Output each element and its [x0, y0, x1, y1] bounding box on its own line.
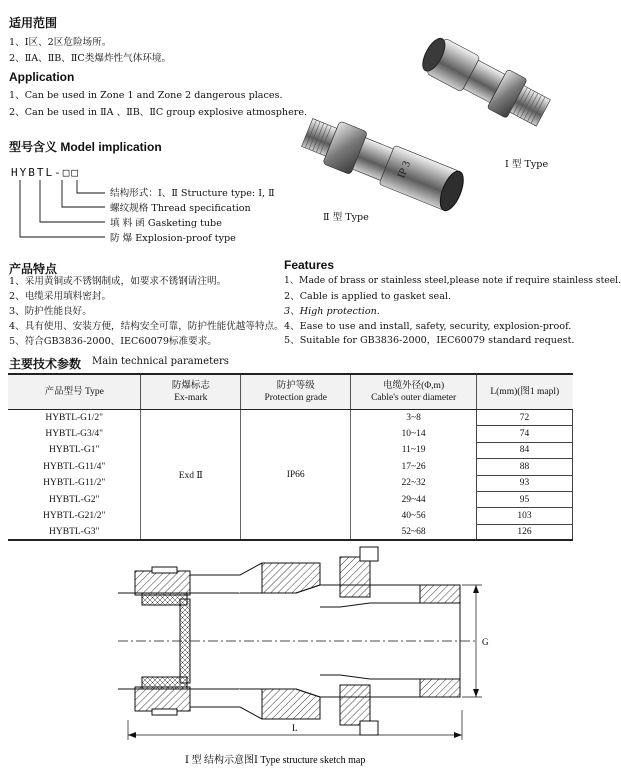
cell-type: HYBTL-G1" — [49, 445, 100, 456]
features-cn-item-3: 3、防护性能良好。 — [9, 306, 92, 317]
cell-diameter: 22~32 — [351, 475, 477, 491]
scope-item-cn-1: 1、Ⅰ区、2区危险场所。 — [9, 37, 112, 48]
scope-item-en-2: 2、Can be used in ⅡA 、ⅡB、ⅡC group explosive atmosphere. — [9, 107, 308, 118]
cell-length: 72 — [477, 410, 573, 426]
features-cn-item-1: 1、采用黄铜或不锈钢制成，如要求不锈钢请注明。 — [9, 276, 227, 287]
model-title: 型号含义 Model implication — [9, 140, 162, 154]
table-header-row — [8, 375, 573, 410]
cell-type: HYBTL-G21/2" — [42, 511, 106, 522]
scope-item-cn-2: 2、ⅡA、ⅡB、ⅡC类爆炸性气体环境。 — [9, 53, 172, 64]
features-en-item-5: 5、Suitable for GB3836-2000，IEC60079 standard request. — [284, 335, 575, 346]
scope-item-en-1: 1、Can be used in Zone 1 and Zone 2 dangerous places. — [9, 90, 283, 101]
cell-protection: IP66 — [241, 410, 351, 541]
cell-type: HYBTL-G11/4" — [43, 461, 106, 472]
model-line-exproof: 防 爆 Explosion-proof type — [110, 233, 236, 244]
cell-diameter: 17~26 — [351, 459, 477, 475]
th-protection: 防护等级 Protection grade — [241, 375, 351, 410]
features-en-item-3: 3、High protection. — [284, 306, 380, 317]
sketch-label-L: L — [292, 723, 298, 733]
cell-length: 103 — [477, 508, 573, 524]
features-cn-item-2: 2、电缆采用填料密封。 — [9, 291, 112, 302]
cell-type: HYBTL-G11/2" — [43, 478, 106, 489]
photo-marking: IP 3 — [395, 159, 414, 181]
th-diameter: 电缆外径(Φ,m) Cable's outer diameter — [351, 375, 477, 410]
params-title-en: Main technical parameters — [92, 356, 229, 367]
params-title-cn: 主要技术参数 — [9, 357, 82, 371]
model-line-gasket: 填 料 函 Gasketing tube — [110, 218, 222, 229]
cell-diameter: 10~14 — [351, 426, 477, 442]
features-cn-item-4: 4、具有使用、安装方便，结构安全可靠，防护性能优越等特点。 — [9, 321, 284, 332]
type2-fitting — [299, 111, 469, 215]
features-cn-title: 产品特点 — [9, 262, 58, 276]
sketch-caption: Ⅰ 型 结构示意图Ⅰ Type structure sketch map — [185, 755, 366, 766]
cell-diameter: 29~44 — [351, 491, 477, 507]
cell-type: HYBTL-G2" — [49, 494, 100, 505]
photo-label-type1: Ⅰ 型 Type — [505, 159, 549, 170]
scope-title-en: Application — [9, 70, 75, 84]
cell-type: HYBTL-G1/2" — [45, 412, 104, 423]
model-line-thread: 螺纹规格 Thread specification — [110, 203, 251, 214]
product-photo — [295, 18, 575, 228]
cell-length: 93 — [477, 475, 573, 491]
features-cn-item-5: 5、符合GB3836-2000、IEC60079标准要求。 — [9, 336, 217, 347]
th-exmark: 防爆标志 Ex-mark — [141, 375, 241, 410]
model-code: HYBTL-□□ — [11, 166, 80, 179]
cell-exmark: Exd Ⅱ — [141, 410, 241, 541]
th-length: L(mm)(图1 mapl) — [477, 375, 573, 410]
photo-label-type2: Ⅱ 型 Type — [323, 212, 369, 223]
cell-length: 84 — [477, 442, 573, 458]
table-bottom-rule — [8, 539, 573, 541]
th-type: 产品型号 Type — [8, 375, 141, 410]
cell-type: HYBTL-G3/4" — [45, 429, 104, 440]
scope-title-cn: 适用范围 — [9, 16, 58, 30]
table-row — [8, 410, 573, 426]
model-line-structure: 结构形式：Ⅰ、Ⅱ Structure type: Ⅰ, Ⅱ — [110, 188, 275, 199]
cell-diameter: 3~8 — [351, 410, 477, 426]
cell-length: 95 — [477, 491, 573, 507]
params-table — [8, 375, 573, 541]
cell-diameter: 52~68 — [351, 524, 477, 540]
cell-length: 88 — [477, 459, 573, 475]
features-en-title: Features — [284, 258, 335, 272]
cell-type: HYBTL-G3" — [49, 527, 100, 538]
structure-sketch — [0, 545, 580, 776]
type1-fitting — [416, 32, 553, 133]
cell-length: 126 — [477, 524, 573, 540]
sketch-label-G: G — [482, 637, 489, 647]
cell-length: 74 — [477, 426, 573, 442]
features-en-item-4: 4、Ease to use and install, safety, security, explosion-proof. — [284, 321, 572, 332]
features-en-item-1: 1、Made of brass or stainless steel,please note if require stainless steel. — [284, 275, 621, 286]
cell-diameter: 40~56 — [351, 508, 477, 524]
features-en-item-2: 2、Cable is applied to gasket seal. — [284, 291, 452, 302]
cell-diameter: 11~19 — [351, 442, 477, 458]
